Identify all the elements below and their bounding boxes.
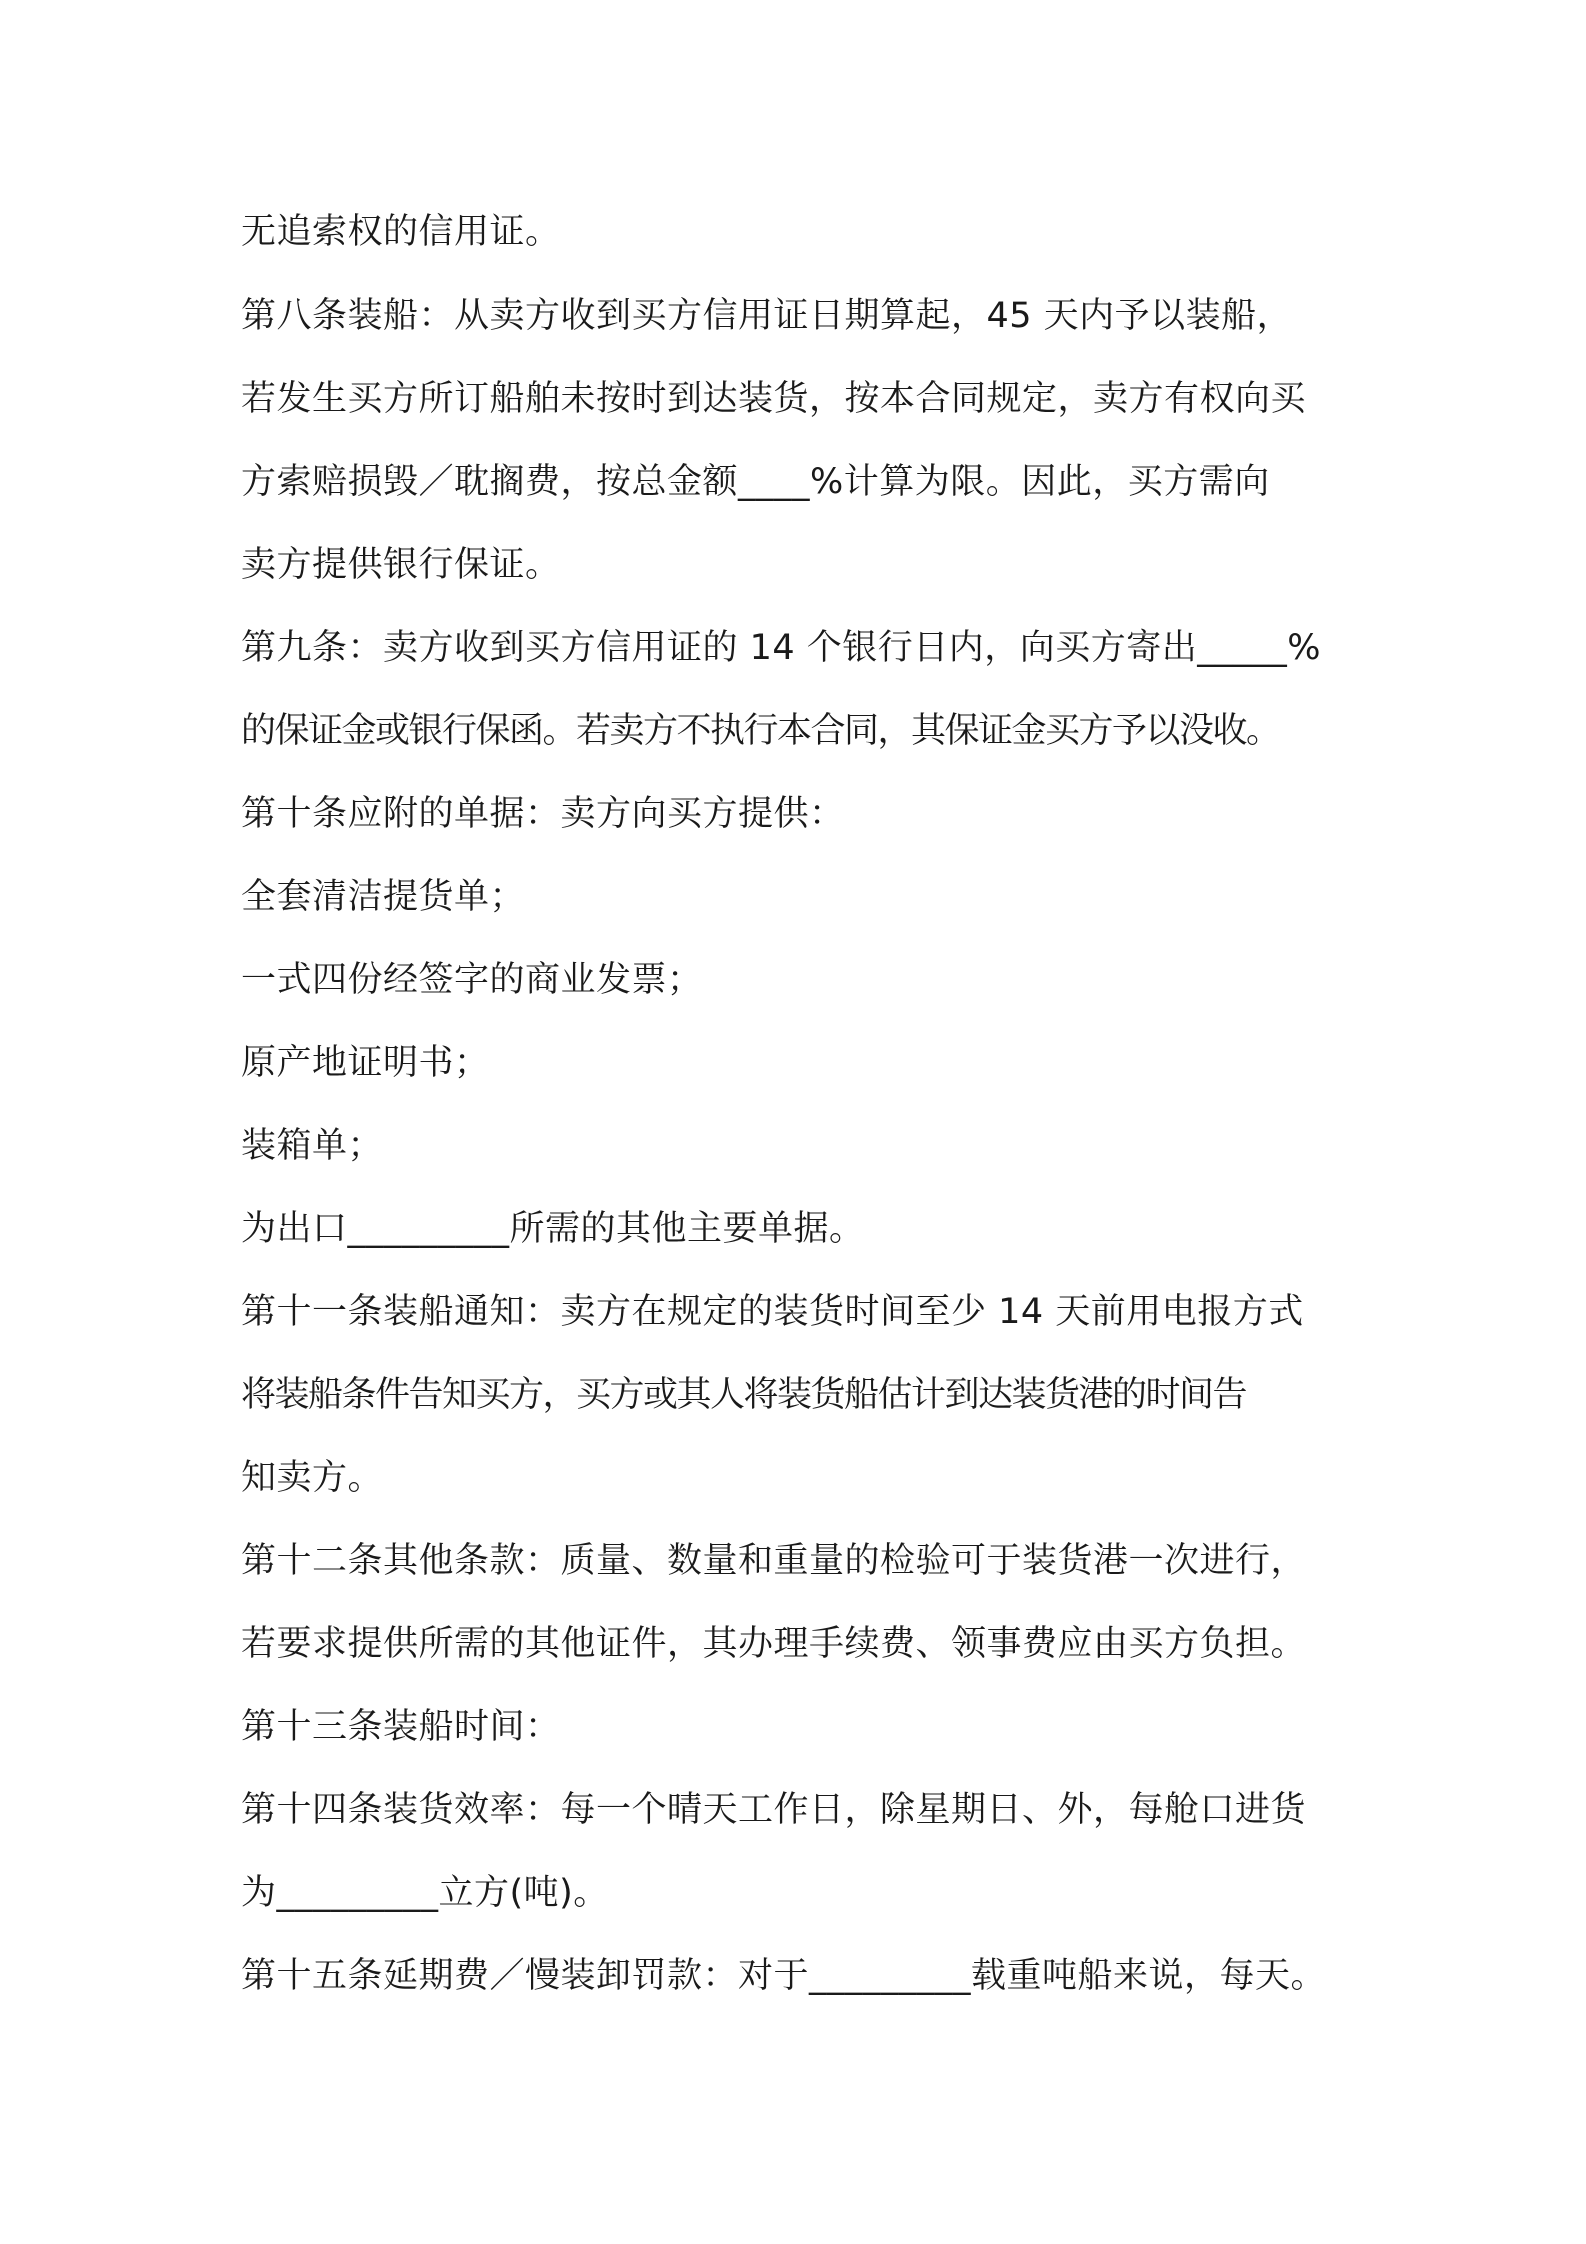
text-line: 第十一条装船通知：卖方在规定的装货时间至少 14 天前用电报方式: [241, 1292, 1304, 1332]
text-line: 第十五条延期费／慢装卸罚款：对于_________载重吨船来说，每天。: [241, 1956, 1327, 1996]
text-line: 若要求提供所需的其他证件，其办理手续费、领事费应由买方负担。: [241, 1624, 1307, 1664]
text-line: 卖方提供银行保证。: [241, 545, 561, 585]
text-line: 装箱单；: [241, 1126, 384, 1166]
text-line: 为出口_________所需的其他主要单据。: [241, 1209, 865, 1249]
text-line: 第十三条装船时间：: [241, 1707, 561, 1747]
text-line: 原产地证明书；: [241, 1043, 490, 1083]
text-line: 为_________立方(吨)。: [241, 1873, 609, 1913]
text-line: 全套清洁提货单；: [241, 877, 526, 917]
text-line: 无追索权的信用证。: [241, 212, 561, 252]
text-line: 一式四份经签字的商业发票；: [241, 960, 703, 1000]
text-line: 第十四条装货效率：每一个晴天工作日，除星期日、外，每舱口进货: [241, 1790, 1307, 1830]
text-line: 第九条：卖方收到买方信用证的 14 个银行日内，向买方寄出_____%: [241, 628, 1322, 668]
text-line: 第十条应附的单据：卖方向买方提供：: [241, 794, 845, 834]
text-line: 的保证金或银行保函。若卖方不执行本合同，其保证金买方予以没收。: [241, 711, 1280, 751]
text-line: 第十二条其他条款：质量、数量和重量的检验可于装货港一次进行，: [241, 1541, 1307, 1581]
text-line: 方索赔损毁／耽搁费，按总金额____%计算为限。因此，买方需向: [241, 462, 1270, 502]
text-line: 知卖方。: [241, 1458, 384, 1498]
text-line: 将装船条件告知买方，买方或其人将装货船估计到达装货港的时间告: [241, 1375, 1247, 1415]
text-line: 若发生买方所订船舶未按时到达装货，按本合同规定，卖方有权向买: [241, 379, 1307, 419]
text-line: 第八条装船：从卖方收到买方信用证日期算起，45 天内予以装船，: [241, 296, 1293, 336]
